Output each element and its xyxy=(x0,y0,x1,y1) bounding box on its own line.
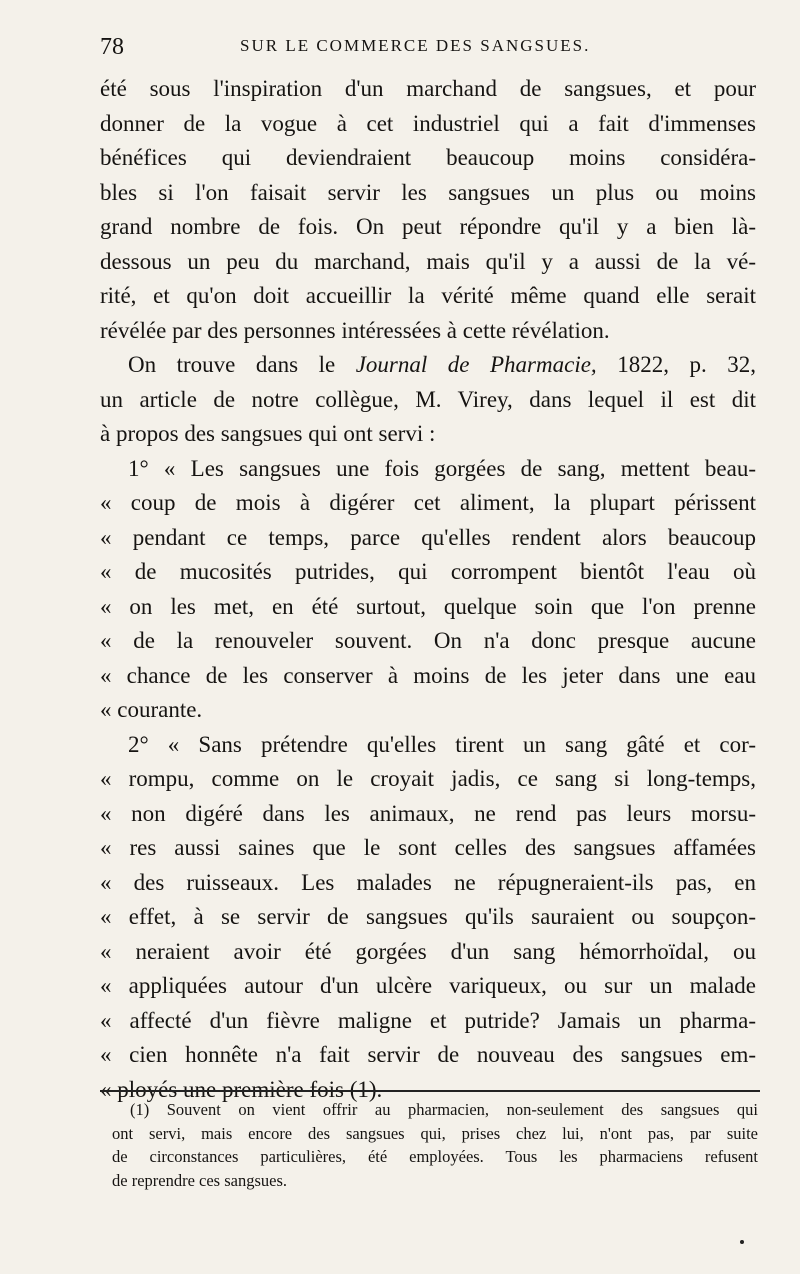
quote-line: « cien honnête n'a fait servir de nouveau des sangsues em- xyxy=(100,1042,756,1067)
journal-line xyxy=(100,348,756,383)
quote-line: « pendant ce temps, parce qu'elles rendent alors beaucoup xyxy=(100,524,756,550)
journal-suffix: 1822, p. 32, xyxy=(596,352,756,377)
text-line: grand nombre de fois. On peut répondre qu'il y a bien là- xyxy=(100,214,756,239)
body-text xyxy=(100,72,756,1107)
footnote-line: (1) Souvent on vient offrir au pharmacien, non-seulement des sangsues qui xyxy=(130,1100,758,1119)
quote-line: « res aussi saines que le sont celles des sangsues affamées xyxy=(100,835,756,860)
quote-line: « courante. xyxy=(100,697,203,722)
journal-prefix: On trouve dans le xyxy=(128,352,356,377)
quote-line: « chance de les conserver à moins de les jeter dans une eau xyxy=(100,662,756,688)
quote-line: « rompu, comme on le croyait jadis, ce sang si long-temps, xyxy=(100,766,756,791)
quote-line: « on les met, en été surtout, quelque soin que l'on prenne xyxy=(100,593,756,619)
quote-line: « coup de mois à digérer cet aliment, la plupart périssent xyxy=(100,490,756,515)
footnote-rule xyxy=(100,1090,760,1092)
footnote-line: de reprendre ces sangsues. xyxy=(112,1170,288,1190)
quote-line: 1° « Les sangsues une fois gorgées de sang, mettent beau- xyxy=(128,455,756,481)
text-line: un article de notre collègue, M. Virey, dans lequel il est dit xyxy=(100,386,756,412)
quote-line: « de mucosités putrides, qui corrompent bientôt l'eau où xyxy=(100,559,756,584)
ink-speck xyxy=(740,1240,744,1244)
text-line: rité, et qu'on doit accueillir la vérité même quand elle serait xyxy=(100,283,756,308)
quote-line: 2° « Sans prétendre qu'elles tirent un sang gâté et cor- xyxy=(128,731,756,757)
text-line: été sous l'inspiration d'un marchand de sangsues, et pour xyxy=(100,76,756,101)
text-line: donner de la vogue à cet industriel qui a fait d'immenses xyxy=(100,110,756,136)
text-line: à propos des sangsues qui ont servi : xyxy=(100,421,436,446)
journal-title: Journal de Pharmacie, xyxy=(355,352,597,377)
quote-line: « non digéré dans les animaux, ne rend pas leurs morsu- xyxy=(100,800,756,826)
running-head xyxy=(100,30,760,70)
text-line: révélée par des personnes intéressées à cette révélation. xyxy=(100,317,610,343)
footnotes xyxy=(112,1098,758,1192)
page-number: 78 xyxy=(100,34,124,60)
quote-line: « effet, à se servir de sangsues qu'ils sauraient ou soupçon- xyxy=(100,904,756,929)
text-line: bles si l'on faisait servir les sangsues un plus ou moins xyxy=(100,179,756,205)
footnote-line: de circonstances particulières, été employées. Tous les pharmaciens refusent xyxy=(112,1147,758,1166)
running-title: SUR LE COMMERCE DES SANGSUES. xyxy=(240,36,591,55)
text-line: bénéfices qui deviendraient beaucoup moins considéra- xyxy=(100,145,756,170)
text-line: dessous un peu du marchand, mais qu'il y a aussi de la vé- xyxy=(100,248,756,274)
quote-line: « ployés une première fois (1). xyxy=(100,1076,383,1102)
quote-line: « neraient avoir été gorgées d'un sang hémorrhoïdal, ou xyxy=(100,938,756,964)
quote-line: « affecté d'un fièvre maligne et putride? Jamais un pharma- xyxy=(100,1007,756,1033)
footnote-line: ont servi, mais encore des sangsues qui, prises chez lui, n'ont pas, par suite xyxy=(112,1123,758,1143)
quote-line: « de la renouveler souvent. On n'a donc presque aucune xyxy=(100,628,756,653)
quote-line: « appliquées autour d'un ulcère variqueux, ou sur un malade xyxy=(100,973,756,998)
quote-line: « des ruisseaux. Les malades ne répugneraient-ils pas, en xyxy=(100,869,756,895)
